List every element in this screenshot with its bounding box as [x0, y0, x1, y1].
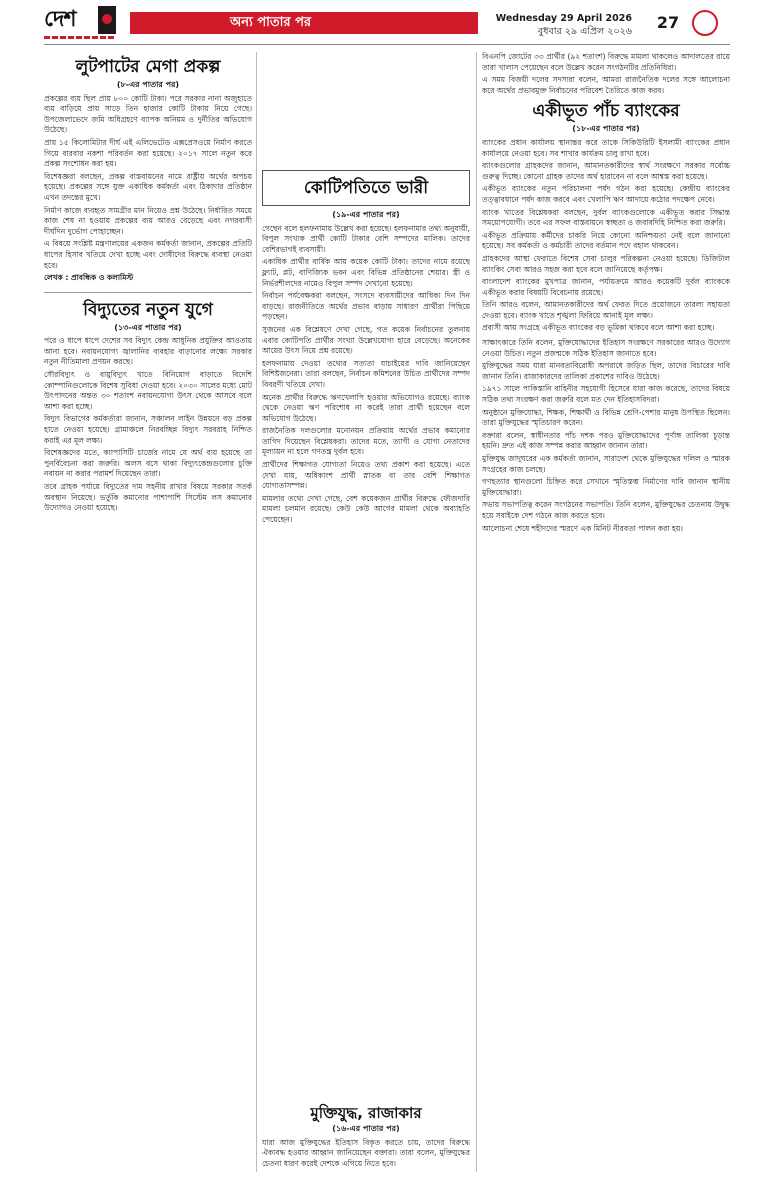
date-block: [478, 12, 638, 40]
article-paragraph: বিশেষজ্ঞদের মতে, ক্যাপাসিটি চার্জের নামে যে অর্থ ব্যয় হয়েছে তা পুনর্বিবেচনা করা জরুরি। অলস বসে থাকা বিদ্যুৎকেন্দ্রগুলোর চুক্তি নবায়ন না করার পরামর্শ দিয়েছেন তারা।: [44, 448, 252, 479]
page-number: 27: [656, 13, 680, 32]
article-continuation: [482, 52, 730, 96]
article-paragraph: প্রকল্পের ব্যয় ছিল প্রায় ৮০০ কোটি টাকা। পরে সরকার নানা অজুহাতে ব্যয় বাড়িয়ে প্রায় সাড়ে তিন হাজার কোটি টাকায় নিয়ে গেছে। উপজেলাভেদে জমি অধিগ্রহণে ব্যাপক অনিয়ম ও দুর্নীতির অভিযোগ উঠেছে।: [44, 93, 252, 135]
article-paragraph: প্রবাসী আয় সংগ্রহে একীভূত ব্যাংকের বড় ভূমিকা থাকবে বলে আশা করা হচ্ছে।: [482, 323, 715, 333]
article-muktijuddho: [262, 1100, 470, 1178]
article-paragraph: বিএনপি জোটের ৩৩ প্রার্থীর (৯২ শতাংশ) বিরুদ্ধে মামলা থাকলেও আদালতের রায়ে তারা খালাস পেয়েছেন বলে উল্লেখ করেন সংগঠনটির প্রতিনিধিরা।: [482, 52, 730, 72]
article-paragraph: অনেক প্রার্থীর বিরুদ্ধে ঋণখেলাপি হওয়ার অভিযোগও রয়েছে। ব্যাংক থেকে নেওয়া ঋণ পরিশোধ না করেই তারা প্রার্থী হয়েছেন বলে অভিযোগ উঠেছে।: [262, 392, 470, 423]
article-paragraph: তবে গ্রাহক পর্যায়ে বিদ্যুতের দাম সহনীয় রাখার বিষয়ে সরকার সতর্ক অবস্থান নিয়েছে। ভর্তুকি কমানোর পাশাপাশি সিস্টেম লস কমানোর উদ্যোগও নেওয়া হয়েছে।: [44, 482, 252, 513]
article-paragraph: ব্যাংক খাতের বিশ্লেষকরা বলছেন, দুর্বল ব্যাংকগুলোকে একীভূত করার সিদ্ধান্ত সময়োপযোগী। তবে এর সফল বাস্তবায়নে স্বচ্ছতা ও জবাবদিহি নিশ্চিত করা জরুরি।: [482, 207, 730, 228]
article-paragraph: একাধিক প্রার্থীর বার্ষিক আয় কয়েক কোটি টাকা। তাদের নামে রয়েছে ফ্ল্যাট, প্লট, বাণিজ্যিক ভবন এবং বিভিন্ন প্রতিষ্ঠানের শেয়ার। স্ত্রী ও নির্ভরশীলদের নামেও বিপুল সম্পদ দেখানো হয়েছে।: [262, 257, 470, 288]
article-ekibhuto: [482, 100, 730, 334]
article-paragraph: প্রায় ১৫ কিলোমিটার দীর্ঘ এই এলিভেটেড এক্সপ্রেসওয়ে নির্মাণ করতে গিয়ে বারবার নকশা পরিবর্তন করা হয়েছে। ২০১৭ সালে নতুন করে প্রকল্প সংশোধন করা হয়।: [44, 137, 252, 169]
article-bidyut: [44, 292, 252, 514]
article-paragraph: হলফনামায় দেওয়া তথ্যের সত্যতা যাচাইয়ের দাবি জানিয়েছেন বিশিষ্টজনেরা। তারা বলছেন, নির্বাচন কমিশনের উচিত প্রার্থীদের সম্পদ বিবরণী খতিয়ে দেখা।: [262, 358, 470, 389]
article-paragraph: বক্তারা বলেন, স্বাধীনতার পাঁচ দশক পরও মুক্তিযোদ্ধাদের পূর্ণাঙ্গ তালিকা চূড়ান্ত হয়নি। দ্রুত এই কাজ সম্পন্ন করার আহ্বান জানান তারা।: [482, 430, 730, 451]
article-paragraph: ১৯৭১ সালে পাকিস্তানি বাহিনীর সহযোগী হিসেবে যারা কাজ করেছে, তাদের বিষয়ে সঠিক তথ্য সংরক্ষণ করা জরুরি বলে মত দেন ইতিহাসবিদরা।: [482, 384, 730, 405]
article-paragraph: পরে ও ধাপে ধাপে দেশের সব বিদ্যুৎ কেন্দ্র আধুনিক প্রযুক্তির আওতায় আনা হবে। নবায়নযোগ্য জ্বালানির ব্যবহার বাড়ানোর লক্ষ্যে সরকার নতুন নীতিমালা প্রণয়ন করছে।: [44, 336, 252, 367]
page-ring-icon: [692, 10, 718, 36]
flag-icon: [98, 6, 116, 34]
article-paragraph: গণহত্যার স্থানগুলো চিহ্নিত করে সেখানে স্মৃতিস্তম্ভ নির্মাণের দাবি জানান স্থানীয় মুক্তিযোদ্ধারা।: [482, 477, 730, 497]
article-paragraph: একীভূত ব্যাংকের নতুন পরিচালনা পর্ষদ গঠন করা হয়েছে। কেন্দ্রীয় ব্যাংকের তত্ত্বাবধানে পর্ষদ কাজ করবে এবং খেলাপি ঋণ আদায়ে কঠোর পদক্ষেপ নেবে।: [482, 184, 730, 204]
article-lutpat: [44, 56, 252, 284]
continued-note: (৮-এর পাতার পর): [116, 80, 180, 89]
article-paragraph: গ্রাহকদের আস্থা ফেরাতে বিশেষ সেবা চালুর পরিকল্পনা নেওয়া হয়েছে। ডিজিটাল ব্যাংকিং সেবা আরও সহজ করা হবে বলে জানিয়েছে কর্তৃপক্ষ।: [482, 253, 730, 274]
masthead-rule: [44, 44, 730, 45]
headline-box: [262, 170, 470, 206]
article-kotipoti: [262, 170, 470, 526]
logo-text: দেশ: [44, 7, 76, 32]
column-right: [482, 52, 730, 1177]
article-paragraph: এ সময় বিজয়ী দলের সদস্যরা বলেন, আমরা রাজনৈতিক দলের সঙ্গে আলোচনা করে অর্থের প্রভাবমুক্ত নির্বাচনের পরিবেশ তৈরিতে কাজ করব।: [482, 75, 730, 95]
article-paragraph: মামলার তথ্যে দেখা গেছে, বেশ কয়েকজন প্রার্থীর বিরুদ্ধে ফৌজদারি মামলা চলমান রয়েছে। কেউ কেউ আগের মামলা থেকে অব্যাহতি পেয়েছেন।: [262, 493, 470, 525]
continued-note: (১৮-এর পাতার পর): [572, 124, 640, 134]
article-paragraph: গেছেন বলে হলফনামায় উল্লেখ করা হয়েছে। হলফনামার তথ্য অনুযায়ী, বিপুল সংখ্যক প্রার্থী কোটি টাকার বেশি সম্পদের মালিক। তাদের বেশিরভাগই ব্যবসায়ী।: [262, 223, 470, 254]
continued-note: (১৩-এর পাতার পর): [114, 322, 182, 332]
date-english: Wednesday 29 April 2026: [495, 13, 632, 24]
article-paragraph: সাক্ষাৎকারে তিনি বলেন, মুক্তিযোদ্ধাদের ইতিহাস সংরক্ষণে সরকারের আরও উদ্যোগ নেওয়া উচিত। নতুন প্রজন্মকে সঠিক ইতিহাস জানাতে হবে।: [482, 338, 730, 358]
article-paragraph: মুক্তিযুদ্ধের সময় যারা মানবতাবিরোধী অপরাধে জড়িত ছিল, তাদের বিচারের দাবি জানান তিনি। রাজাকারদের তালিকা প্রকাশের দাবিও উঠেছে।: [482, 361, 730, 381]
article-paragraph: প্রার্থীদের শিক্ষাগত যোগ্যতা নিয়েও তথ্য প্রকাশ করা হয়েছে। এতে দেখা যায়, অধিকাংশ প্রার্থী স্নাতক বা তার বেশি শিক্ষাগত যোগ্যতাসম্পন্ন।: [262, 460, 470, 491]
article-headline: মুক্তিযুদ্ধ, রাজাকার: [310, 1104, 422, 1122]
logo-bars: [44, 36, 116, 39]
article-paragraph: রাজনৈতিক দলগুলোর মনোনয়ন প্রক্রিয়ায় অর্থের প্রভাব কমানোর তাগিদ দিয়েছেন বিশ্লেষকরা। তাদের মতে, ত্যাগী ও যোগ্য নেতাদের মূল্যায়ন না হলে গণতন্ত্র দুর্বল হবে।: [262, 426, 470, 457]
article-paragraph: সুজনের এক বিশ্লেষণে দেখা গেছে, গত কয়েক নির্বাচনের তুলনায় এবার কোটিপতি প্রার্থীর সংখ্যা উল্লেখযোগ্য হারে বেড়েছে। অনেকের আয়ের উৎস নিয়ে প্রশ্ন রয়েছে।: [262, 324, 470, 356]
section-title: অন্য পাতার পর: [230, 15, 312, 30]
article-paragraph: এ বিষয়ে সংশ্লিষ্ট মন্ত্রণালয়ের একজন কর্মকর্তা জানান, প্রকল্পের প্রতিটি ধাপের হিসাব খতিয়ে দেখা হচ্ছে এবং দোষীদের বিরুদ্ধে ব্যবস্থা নেওয়া হবে।: [44, 239, 252, 270]
column-left: [44, 52, 252, 1177]
article-paragraph: ব্যাংকগুলোর গ্রাহকদের জানান, আমানতকারীদের স্বার্থ সংরক্ষণে সরকার সর্বোচ্চ গুরুত্ব দিচ্ছে। কোনো গ্রাহক তাদের অর্থ হারাবেন না বলে আশ্বস্ত করা হয়েছে।: [482, 161, 730, 181]
article-paragraph: নির্বাচন পর্যবেক্ষকরা বলছেন, সংসদে ব্যবসায়ীদের আধিক্য দিন দিন বাড়ছে। রাজনীতিতে অর্থের প্রভাব বাড়ায় সাধারণ প্রার্থীরা পিছিয়ে পড়ছেন।: [262, 291, 470, 322]
article-paragraph: যারা আজ মুক্তিযুদ্ধের ইতিহাস বিকৃত করতে চায়, তাদের বিরুদ্ধে ঐক্যবদ্ধ হওয়ার আহ্বান জানিয়েছেন বক্তারা। তারা বলেন, মুক্তিযুদ্ধের চেতনা ধারণ করেই দেশকে এগিয়ে নিতে হবে।: [262, 1137, 470, 1168]
article-paragraph: অনুষ্ঠানে মুক্তিযোদ্ধা, শিক্ষক, শিক্ষার্থী ও বিভিন্ন শ্রেণি-পেশার মানুষ উপস্থিত ছিলেন। তারা মুক্তিযুদ্ধের স্মৃতিচারণ করেন।: [482, 407, 730, 428]
column-divider: [476, 52, 477, 1172]
article-paragraph: আলোচনা শেষে শহীদদের স্মরণে এক মিনিট নীরবতা পালন করা হয়।: [482, 523, 683, 533]
article-paragraph: সৌরবিদ্যুৎ ও বায়ুবিদ্যুৎ খাতে বিনিয়োগ বাড়াতে বিদেশি কোম্পানিগুলোকে বিশেষ সুবিধা দেওয়া হবে। ২০৩০ সালের মধ্যে মোট উৎপাদনের অন্তত ৩০ শতাংশ নবায়নযোগ্য উৎস থেকে আসবে বলে আশা করা হচ্ছে।: [44, 370, 252, 411]
article-paragraph: ব্যাংকের প্রধান কার্যালয় স্থানান্তর করে তাকে সিকিউরিটি ইসলামী ব্যাংকের প্রধান কার্যালয়ে নেওয়া হবে। সব শাখার কার্যক্রম চালু রাখা হবে।: [482, 137, 730, 158]
article-paragraph: তিনি আরও বলেন, আমানতকারীদের অর্থ ফেরত দিতে প্রয়োজনে তারল্য সহায়তা দেওয়া হবে। ব্যাংক খাতে শৃঙ্খলা ফিরিয়ে আনাই মূল লক্ষ্য।: [482, 300, 730, 320]
column-middle: [262, 52, 470, 1177]
continued-note: (১৬-এর পাতার পর): [332, 1124, 400, 1133]
article-paragraph: নির্মাণ কাজে ব্যবহৃত সামগ্রীর মান নিয়েও প্রশ্ন উঠেছে। নির্ধারিত সময়ে কাজ শেষ না হওয়ায় প্রকল্পের ব্যয় আরও বেড়েছে এবং নগরবাসী দীর্ঘদিন দুর্ভোগ পোহাচ্ছেন।: [44, 205, 252, 236]
column-divider: [256, 52, 257, 1172]
article-paragraph: একীভূত প্রক্রিয়ায় কর্মীদের চাকরি নিয়ে কোনো অনিশ্চয়তা নেই বলে জানানো হয়েছে। সব কর্মকর্তা ও কর্মচারী তাদের বর্তমান পদে বহাল থাকবেন।: [482, 230, 730, 251]
article-headline: বিদ্যুতের নতুন যুগে: [83, 299, 213, 320]
article-paragraph: সভায় সভাপতিত্ব করেন সংগঠনের সভাপতি। তিনি বলেন, মুক্তিযুদ্ধের চেতনায় উদ্বুদ্ধ হয়ে সবাইকে দেশ গঠনে কাজ করতে হবে।: [482, 500, 730, 520]
article-paragraph: বিদ্যুৎ বিভাগের কর্মকর্তারা জানান, সঞ্চালন লাইন উন্নয়নে বড় প্রকল্প হাতে নেওয়া হয়েছে। গ্রামাঞ্চলে নিরবচ্ছিন্ন বিদ্যুৎ সরবরাহ নিশ্চিত করাই এর মূল লক্ষ্য।: [44, 414, 252, 445]
page-number-box: [648, 8, 728, 38]
date-bangla: বুধবার ২৯ এপ্রিল ২০২৬: [537, 26, 632, 37]
article-headline: লুটপাটের মেগা প্রকল্প: [75, 57, 221, 77]
article-byline: লেখক : প্রাবন্ধিক ও কলামিস্ট: [44, 273, 134, 283]
article-continuation-2: [482, 338, 730, 534]
article-paragraph: বিশেষজ্ঞরা বলছেন, প্রকল্প বাস্তবায়নের নামে রাষ্ট্রীয় অর্থের অপচয় হয়েছে। প্রকল্পের সঙ্গে যুক্ত একাধিক কর্মকর্তা এবং ঠিকাদার প্রতিষ্ঠান এখন তদন্তের মুখে।: [44, 171, 252, 202]
article-paragraph: মুক্তিযুদ্ধ জাদুঘরের এক কর্মকর্তা জানান, সারাদেশ থেকে মুক্তিযুদ্ধের দলিল ও স্মারক সংগ্রহের কাজ চলছে।: [482, 454, 730, 474]
article-headline: একীভূত পাঁচ ব্যাংকের: [532, 101, 680, 122]
article-paragraph: বাংলাদেশ ব্যাংকের মুখপাত্র জানান, পর্যায়ক্রমে আরও কয়েকটি দুর্বল ব্যাংককে একীভূত করার বিষয়টি বিবেচনায় রয়েছে।: [482, 277, 730, 297]
newspaper-logo: [44, 6, 124, 36]
continued-note: (১৯-এর পাতার পর): [332, 210, 400, 219]
masthead: [0, 0, 770, 40]
article-headline: কোটিপতিতে ভারী: [303, 178, 429, 198]
